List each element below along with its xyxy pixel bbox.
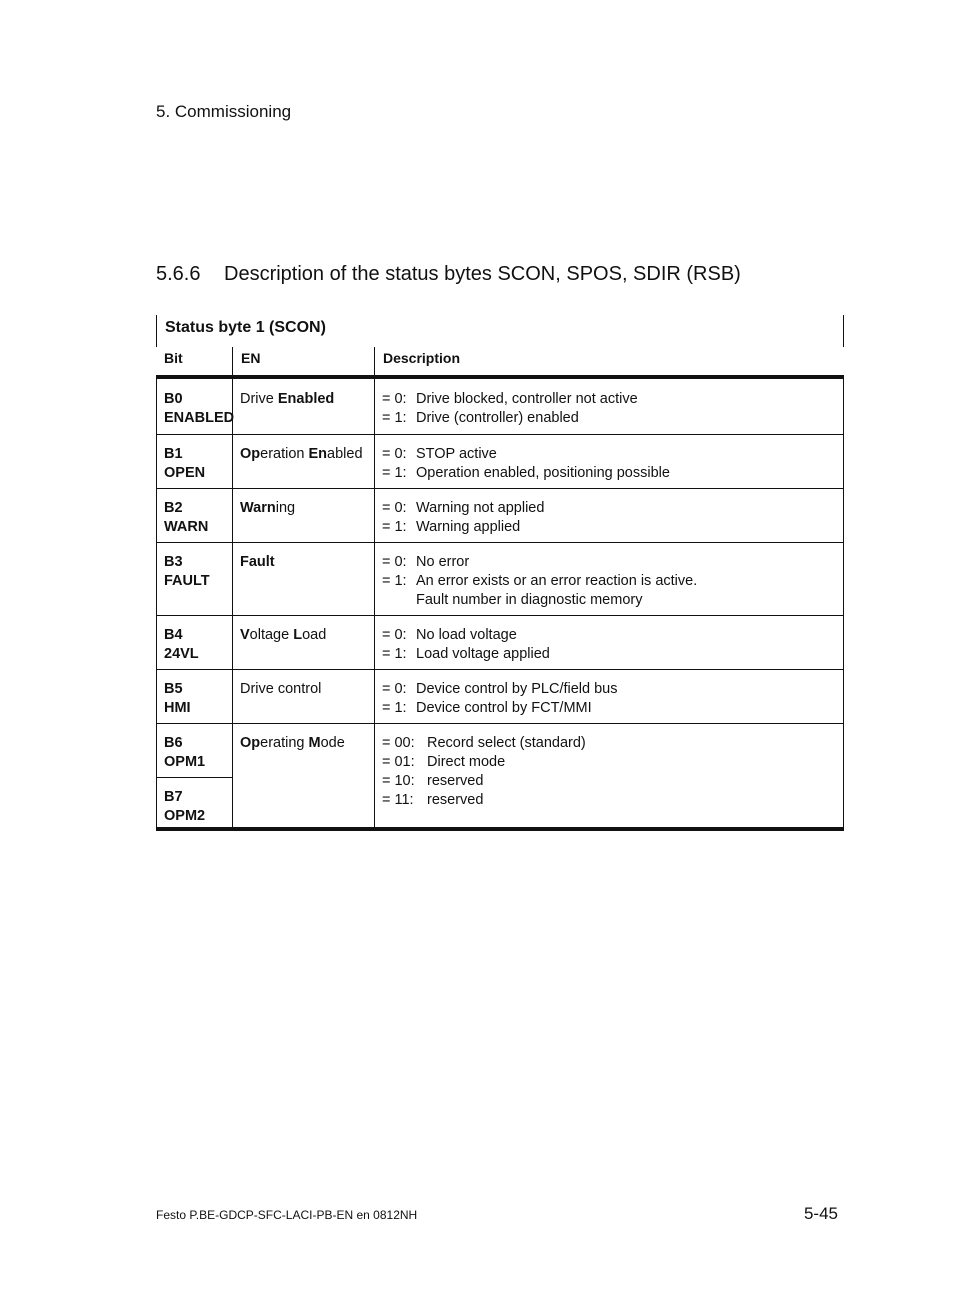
description-cell [374, 488, 844, 542]
en-abbrev-part: En [308, 446, 328, 462]
description-value: = 00: [382, 735, 415, 751]
bit-number: B2 [164, 500, 183, 516]
en-cell [232, 542, 374, 615]
row-divider [156, 615, 844, 616]
description-line [382, 680, 618, 699]
description-meaning: Warning not applied [416, 500, 545, 516]
description-meaning: Operation enabled, positioning possible [416, 465, 670, 481]
description-value: = 1: [382, 410, 407, 426]
description-value: = 0: [382, 681, 407, 697]
en-abbrev-part: Op [240, 735, 261, 751]
bit-number: B4 [164, 627, 183, 643]
en-abbrev-part: Op [240, 446, 261, 462]
description-meaning: No error [416, 554, 470, 570]
bit-name: OPM1 [164, 754, 206, 770]
en-text-part: eration [260, 446, 309, 462]
bit-number: B7 [164, 789, 183, 805]
en-cell [232, 669, 374, 723]
description-cell [374, 615, 844, 669]
section-number: 5.6.6 [156, 263, 201, 285]
en-text-part: Drive [240, 391, 278, 407]
description-cell [374, 434, 844, 488]
description-line [382, 734, 586, 753]
en-abbrev-part: L [293, 627, 303, 643]
column-header-bit-label: Bit [164, 350, 183, 366]
bit-label [164, 553, 210, 591]
description-meaning: reserved [427, 773, 484, 789]
en-label [240, 390, 334, 409]
en-label [240, 734, 345, 753]
bit-cell [156, 542, 232, 615]
description-value: = 0: [382, 554, 407, 570]
bit-label [164, 788, 205, 826]
en-abbrev-part: Enabled [277, 391, 335, 407]
en-abbrev-part: V [240, 627, 250, 643]
en-abbrev-part: Fault [240, 554, 275, 570]
description-meaning: Device control by FCT/MMI [416, 700, 592, 716]
bit-label [164, 680, 191, 718]
description-line [382, 626, 550, 645]
description-meaning: An error exists or an error reaction is active. [416, 573, 698, 589]
description-cell [374, 542, 844, 615]
description-text [382, 680, 618, 718]
en-label [240, 499, 295, 518]
column-header-en-label: EN [241, 350, 261, 366]
en-text-part: Drive control [240, 681, 322, 697]
description-line [382, 518, 544, 537]
bit-number: B3 [164, 554, 183, 570]
description-line [382, 464, 670, 483]
chapter-heading: 5. Commissioning [156, 102, 292, 121]
description-text [382, 553, 697, 610]
en-text-part: ing [275, 500, 296, 516]
bit-name: WARN [164, 519, 209, 535]
description-text [382, 626, 550, 664]
section-title-text: Description of the status bytes SCON, SPOS, SDIR (RSB) [224, 263, 741, 285]
bit-label [164, 445, 205, 483]
column-header-en [232, 347, 374, 378]
description-text [382, 734, 586, 810]
en-text-part: ode [320, 735, 345, 751]
bit-cell [156, 488, 232, 542]
description-meaning: STOP active [416, 446, 497, 462]
bit-name: FAULT [164, 573, 210, 589]
description-value: = 1: [382, 700, 407, 716]
row-divider [156, 777, 232, 778]
description-value: = 0: [382, 391, 407, 407]
bit-label [164, 626, 199, 664]
description-value: = 0: [382, 500, 407, 516]
description-value: = 1: [382, 646, 407, 662]
description-meaning: Drive blocked, controller not active [416, 391, 638, 407]
bit-cell [156, 379, 235, 434]
footer-document-id: Festo P.BE-GDCP-SFC-LACI-PB-EN en 0812NH [156, 1208, 418, 1222]
column-header-description-label: Description [383, 350, 461, 366]
bit-name: ENABLED [164, 410, 235, 426]
table-caption [156, 315, 844, 347]
description-text [382, 499, 544, 537]
en-abbrev-part: M [308, 735, 321, 751]
description-line [382, 791, 586, 810]
row-divider [156, 542, 844, 543]
description-meaning: No load voltage [416, 627, 517, 643]
en-text-part: abled [327, 446, 363, 462]
description-line [382, 572, 697, 591]
bit-name: 24VL [164, 646, 199, 662]
bit-cell [156, 723, 232, 777]
description-line [382, 445, 670, 464]
row-divider [156, 488, 844, 489]
column-header-bit [156, 347, 232, 378]
row-divider [156, 434, 844, 435]
description-meaning: Fault number in diagnostic memory [416, 592, 643, 608]
bit-number: B1 [164, 446, 183, 462]
description-meaning: Record select (standard) [427, 735, 586, 751]
bit-cell [156, 669, 232, 723]
description-line [382, 645, 550, 664]
bit-label [164, 390, 234, 428]
description-line [382, 699, 618, 718]
description-meaning: Warning applied [416, 519, 521, 535]
description-meaning: reserved [427, 792, 484, 808]
description-meaning: Drive (controller) enabled [416, 410, 579, 426]
description-line [382, 753, 586, 772]
table-bottom-rule [156, 827, 844, 831]
description-meaning: Direct mode [427, 754, 506, 770]
en-cell [232, 434, 374, 488]
bit-number: B6 [164, 735, 183, 751]
row-divider [156, 669, 844, 670]
en-label [240, 445, 363, 464]
en-text-part: oad [302, 627, 327, 643]
en-cell [232, 379, 374, 434]
en-cell [232, 723, 374, 827]
en-text-part: oltage [249, 627, 294, 643]
bit-name: HMI [164, 700, 191, 716]
en-label [240, 553, 275, 572]
description-line [382, 553, 697, 572]
bit-number: B5 [164, 681, 183, 697]
description-line [382, 499, 544, 518]
description-value: = 1: [382, 465, 407, 481]
description-meaning: Load voltage applied [416, 646, 550, 662]
description-cell [374, 379, 844, 434]
bit-cell [156, 777, 232, 827]
description-value: = 10: [382, 773, 415, 789]
en-abbrev-part: Warn [240, 500, 276, 516]
bit-label [164, 734, 205, 772]
page-number: 5-45 [803, 1204, 838, 1223]
bit-cell [156, 615, 232, 669]
bit-cell [156, 434, 232, 488]
bit-name: OPEN [164, 465, 206, 481]
description-line [382, 390, 638, 409]
en-label [240, 626, 326, 645]
description-value: = 1: [382, 519, 407, 535]
description-line [382, 591, 697, 610]
description-cell [374, 669, 844, 723]
en-label [240, 680, 321, 699]
description-text [382, 390, 638, 428]
description-cell [374, 723, 844, 827]
description-value: = 0: [382, 446, 407, 462]
table-caption-text: Status byte 1 (SCON) [165, 319, 326, 336]
bit-name: OPM2 [164, 808, 206, 824]
column-header-description [374, 347, 844, 378]
en-text-part: erating [260, 735, 309, 751]
description-value: = 1: [382, 573, 407, 589]
bit-number: B0 [164, 391, 183, 407]
description-value: = 11: [382, 792, 414, 808]
description-line [382, 772, 586, 791]
row-divider [156, 723, 844, 724]
en-cell [232, 488, 374, 542]
description-value: = 0: [382, 627, 407, 643]
description-value: = 01: [382, 754, 415, 770]
description-meaning: Device control by PLC/field bus [416, 681, 618, 697]
description-text [382, 445, 670, 483]
section-title [156, 263, 741, 286]
en-cell [232, 615, 374, 669]
bit-label [164, 499, 208, 537]
description-line [382, 409, 638, 428]
